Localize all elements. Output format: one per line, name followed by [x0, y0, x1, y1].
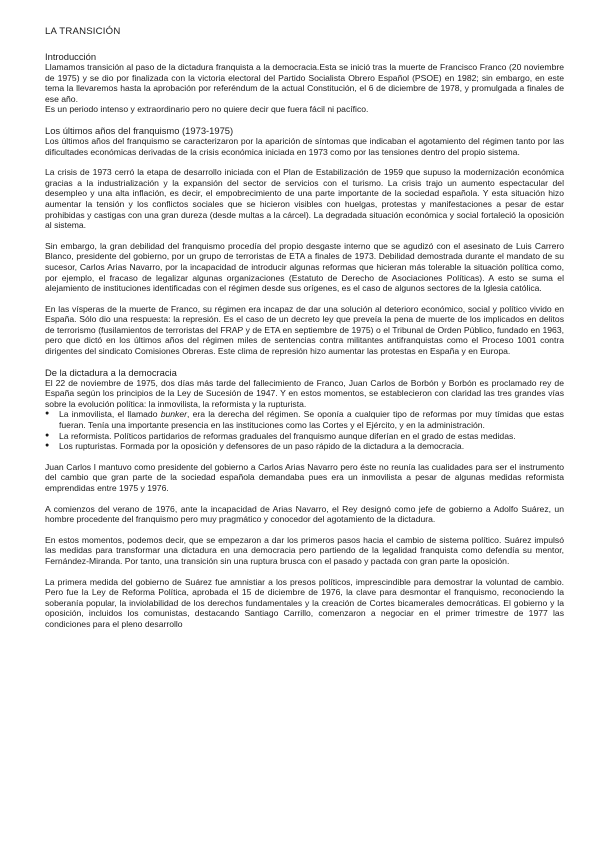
- last-years-paragraph-4: En las vísperas de la muerte de Franco, su régimen era incapaz de dar una solución al deterioro económico, social y político vivido en España. Sólo dio una respuesta: la represión. Es el caso de un decreto ley que preveía la pena de muerte de los implicados en delitos de terrorismo (fusilamientos de terroristas del FRAP y de ETA en septiembre de 1975) o el Tribunal de Orden Público, fundado en 1963, pero que dictó en los últimos años del régimen miles de sentencias contra militantes antifranquistas como el Proceso 1001 contra dirigentes del sindicato Comisiones Obreras. Este clima de represión hizo aumentar las protestas en España y en Europa.: [45, 303, 564, 357]
- transition-paragraph-5: La primera medida del gobierno de Suárez fue amnistiar a los presos políticos, imprescindible para demostrar la voluntad de cambio. Pero fue la Ley de Reforma Política, aprobada el 15 de diciembre de 1976, la clave para desmontar el franquismo, reconociendo la soberanía popular, la inviolabilidad de los derechos fundamentales y la creación de Cortes bicamerales democráticas. El gobierno y la oposición, incluidos los comunistas, destacando Santiago Carrillo, comenzaron a negociar en el primer trimestre de 1977 las condiciones para el pleno desarrollo: [45, 576, 564, 629]
- last-years-paragraph-1: Los últimos años del franquismo se caracterizaron por la aparición de síntomas que indicaban el agotamiento del régimen tanto por las dificultades económicas derivadas de la crisis económica iniciada en 1973 como por las tensiones dentro del propio sistema.: [45, 135, 564, 157]
- intro-paragraph-1: Llamamos transición al paso de la dictadura franquista a la democracia.Esta se inició tras la muerte de Francisco Franco (20 noviembre de 1975) y se dio por finalizada con la victoria electoral del Partido Socialista Obrero Español (PSOE) en 1982; sin embargo, en este tema la llevaremos hasta la aprobación por referéndum de la actual Constitución, el 6 de diciembre de 1978, y promulgada a finales de ese año.: [45, 62, 564, 104]
- intro-paragraph-2: Es un periodo intenso y extraordinario pero no quiere decir que fuera fácil ni pacífico.: [45, 104, 369, 115]
- list-item-reformista: ● La reformista. Políticos partidarios de reformas graduales del franquismo aunque diferían en el grado de estas medidas.: [45, 431, 564, 442]
- political-paths-list: [45, 409, 564, 451]
- heading-dictatorship-to-democracy: De la dictadura a la democracia: [45, 366, 177, 378]
- heading-introduction: Introducción: [45, 51, 97, 62]
- transition-paragraph-3: A comienzos del verano de 1976, ante la incapacidad de Arias Navarro, el Rey designó como jefe de gobierno a Adolfo Suárez, un hombre procedente del franquismo pero muy pragmático y conocedor del agotamiento de la dictadura.: [45, 503, 564, 525]
- last-years-paragraph-3: Sin embargo, la gran debilidad del franquismo procedía del propio desgaste interno que se agudizó con el asesinato de Luis Carrero Blanco, presidente del gobierno, por un grupo de terroristas de ETA a finales de 1973. Debilidad demostrada durante el mandato de su sucesor, Carlos Arias Navarro, por la incapacidad de introducir algunas reformas que hicieran más tolerable la situación política como, por ejemplo, el fracaso de legalizar algunas organizaciones (Estatuto de Derecho de Asociaciones Políticas). A esto se suma el alejamiento de instituciones identificadas con el régimen desde sus orígenes, es el caso de algunos sectores de la Iglesia católica.: [45, 240, 564, 294]
- list-item-rupturistas: ● Los rupturistas. Formada por la oposición y defensores de un paso rápido de la dictadura a la democracia.: [45, 441, 564, 452]
- heading-last-years: Los últimos años del franquismo (1973-1975): [45, 124, 234, 136]
- last-years-paragraph-2: La crisis de 1973 cerró la etapa de desarrollo iniciada con el Plan de Estabilización de 1959 que supuso la modernización económica gracias a la industrialización y la expansión del sector de servicios con el turismo. La crisis trajo un aumento espectacular del desempleo y una alta inflación, es decir, el empobrecimiento de una parte importante de la sociedad española. Y esta situación hizo aumentar la tensión y los conflictos sociales que se hicieron visibles con huelgas, protestas y manifestaciones a pesar de estar prohibidas y castigas con una gran dureza (desde multas a la cárcel). La degradada situación económica y social fortaleció la oposición al sistema.: [45, 167, 564, 231]
- list-item-inmovilista: ● La inmovilista, el llamado bunker, era la derecha del régimen. Se oponía a cualquier tipo de reformas por muy tímidas que estas fueran. Tenía una importante presencia en las instituciones como las Cortes y el Ejército, y en la administración.: [45, 409, 564, 430]
- document-title: LA TRANSICIÓN: [45, 26, 121, 37]
- transition-paragraph-1: El 22 de noviembre de 1975, dos días más tarde del fallecimiento de Franco, Juan Carlos de Borbón y Borbón es proclamado rey de España según los principios de la Ley de Sucesión de 1947. Y en estos momentos, se establecieron con claridad las tres grandes vías sobre la evolución política: la inmovilista, la reformista y la rupturista.: [45, 377, 564, 409]
- transition-paragraph-2: Juan Carlos I mantuvo como presidente del gobierno a Carlos Arias Navarro pero éste no reunía las cualidades para ser el instrumento del cambio que gran parte de la sociedad española demandaba pues era un inmovilista a pesar de algunas medidas reformista emprendidas entre 1975 y 1976.: [45, 461, 564, 493]
- transition-paragraph-4: En estos momentos, podemos decir, que se empezaron a dar los primeros pasos hacia el cambio de sistema político. Suárez impulsó las medidas para transformar una dictadura en una democracia pero partiendo de la legalidad franquista como defendía su mentor, Fernández-Miranda. Por tanto, una transición sin una ruptura brusca con el pasado y pactada con gran parte la oposición.: [45, 534, 564, 566]
